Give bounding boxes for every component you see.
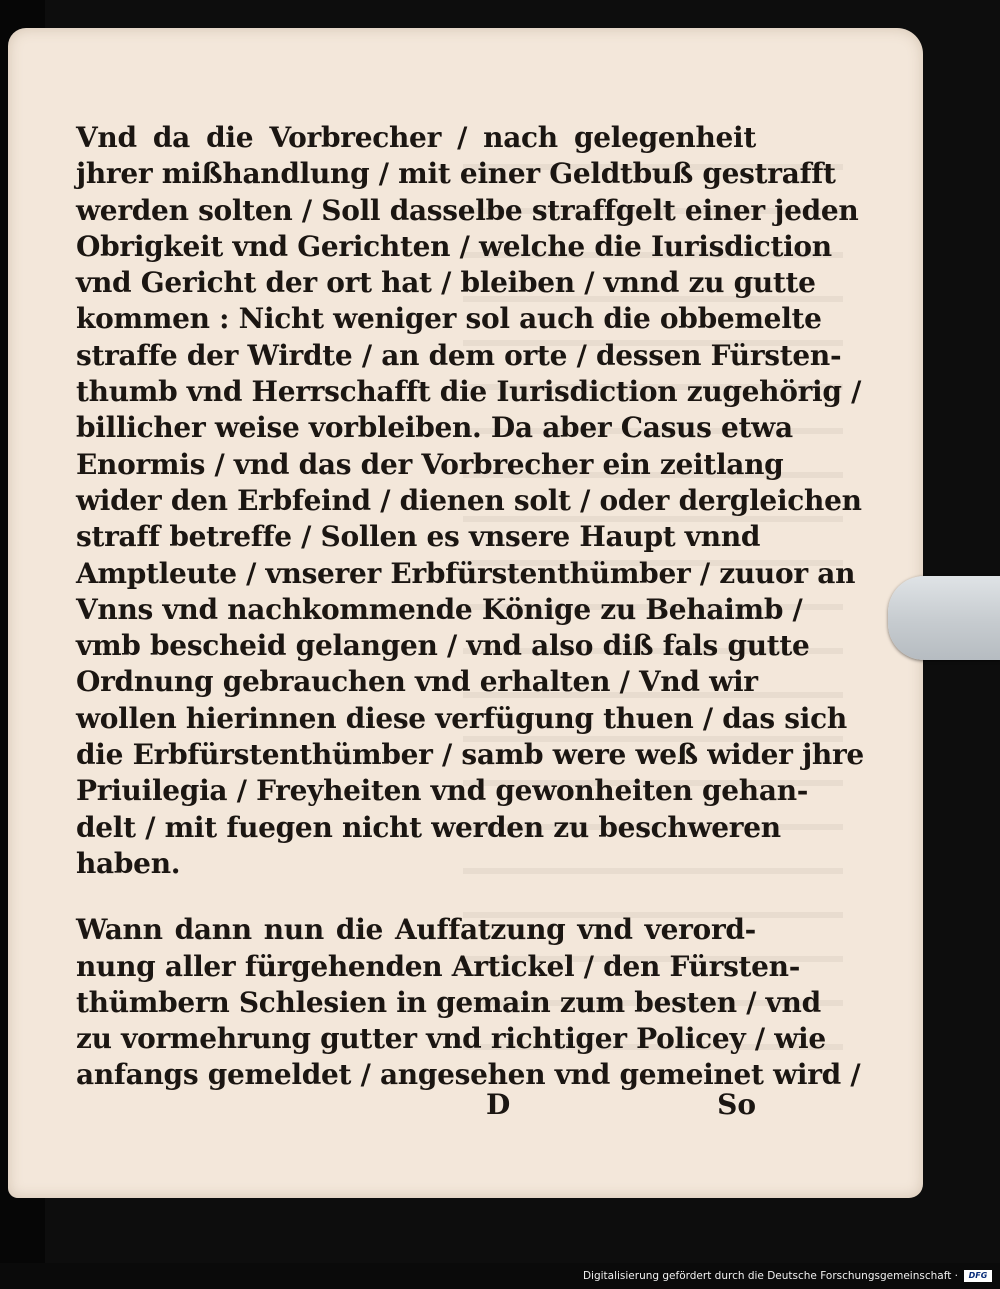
- text-line: Amptleute / vnserer Erbfürstenthümber / zuuor an: [76, 556, 856, 590]
- text-line: wider den Erbfeind / dienen solt / oder dergleichen: [76, 483, 862, 517]
- text-line: vnd Gericht der ort hat / bleiben / vnnd zu gutte: [76, 266, 816, 300]
- text-line: wollen hierinnen diese verfügung thuen / das sich: [76, 701, 847, 735]
- text-line: straffe der Wirdte / an dem orte / dessen Fürsten-: [76, 338, 842, 372]
- text-line: Priuilegia / Freyheiten vnd gewonheiten gehan-: [76, 774, 809, 808]
- text-line: thumb vnd Herrschafft die Iurisdiction zugehörig /: [76, 375, 862, 409]
- text-line: Wann dann nun die Auffatzung vnd verord-: [76, 913, 756, 947]
- text-line: straff betreffe / Sollen es vnsere Haupt vnnd: [76, 520, 761, 554]
- paragraph-2: [76, 912, 861, 1093]
- footer-bar: [0, 1263, 1000, 1289]
- text-line: kommen : Nicht weniger sol auch die obbemelte: [76, 302, 822, 336]
- text-line: Enormis / vnd das der Vorbrecher ein zeitlang: [76, 447, 784, 481]
- book-page: [8, 28, 923, 1198]
- text-line: Vnns vnd nachkommende Könige zu Behaimb /: [76, 592, 803, 626]
- text-line: Obrigkeit vnd Gerichten / welche die Iurisdiction: [76, 229, 832, 263]
- catch-line: [76, 1088, 756, 1128]
- text-line: delt / mit fuegen nicht werden zu beschweren: [76, 810, 781, 844]
- text-line: jhrer mißhandlung / mit einer Geldtbuß gestrafft: [76, 157, 836, 191]
- text-line: nung aller fürgehenden Artickel / den Fürsten-: [76, 949, 801, 983]
- paper-clip-tab-icon: [888, 576, 1000, 660]
- signature-mark: D: [486, 1088, 511, 1121]
- text-line: Vnd da die Vorbrecher / nach gelegenheit: [76, 121, 756, 154]
- paragraph-gap: [76, 882, 756, 912]
- text-line: zu vormehrung gutter vnd richtiger Policey / wie: [76, 1022, 826, 1056]
- text-line: Ordnung gebrauchen vnd erhalten / Vnd wir: [76, 665, 758, 699]
- text-line: anfangs gemeldet / angesehen vnd gemeinet wird /: [76, 1058, 861, 1092]
- funding-note: Digitalisierung gefördert durch die Deutsche Forschungsgemeinschaft ·: [582, 1270, 958, 1282]
- dfg-logo-icon[interactable]: DFG: [964, 1270, 992, 1282]
- text-line: die Erbfürstenthümber / samb were weß wider jhre: [76, 738, 864, 772]
- catchword: So: [717, 1088, 756, 1121]
- page-text: [76, 120, 864, 1094]
- text-line: thümbern Schlesien in gemain zum besten / vnd: [76, 985, 821, 1019]
- paragraph-1: [76, 120, 864, 882]
- text-line: billicher weise vorbleiben. Da aber Casus etwa: [76, 411, 793, 445]
- text-line: werden solten / Soll dasselbe straffgelt einer jeden: [76, 193, 859, 227]
- text-line: vmb bescheid gelangen / vnd also diß fals gutte: [76, 629, 810, 663]
- text-line: haben.: [76, 846, 181, 880]
